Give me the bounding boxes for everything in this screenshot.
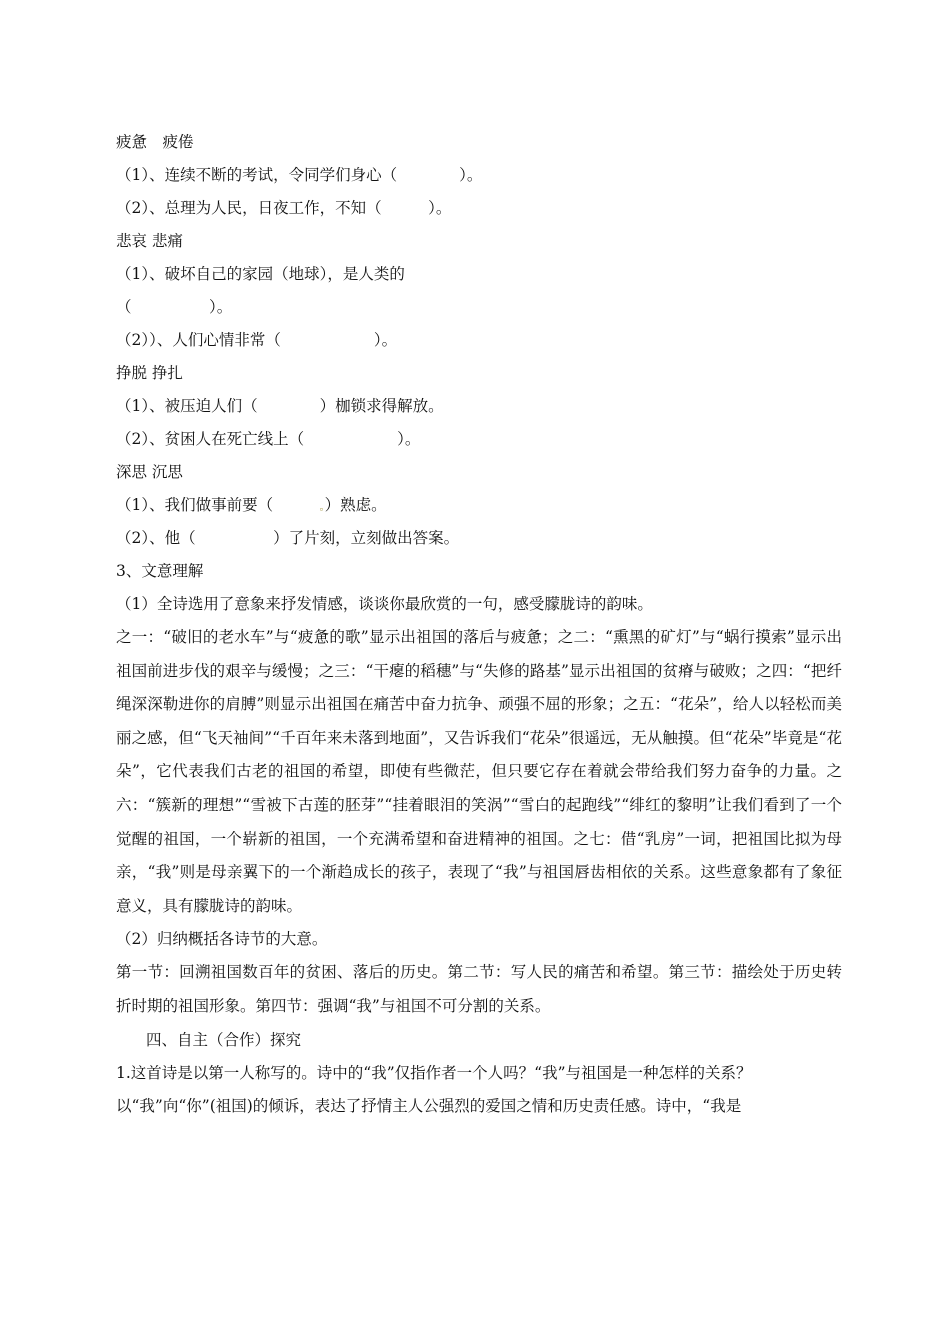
fill-blank-question: （1）、连续不断的考试，令同学们身心（ ）。 (116, 166, 483, 184)
document-body (116, 126, 842, 1123)
question-text: （1）、我们做事前要（ (116, 496, 320, 514)
fill-blank-question: （2））、人们心情非常（ ）。 (116, 331, 398, 349)
fill-blank-question: （2）、他（ ）了片刻，立刻做出答案。 (116, 529, 460, 547)
question: （2）归纳概括各诗节的大意。 (116, 930, 328, 949)
section-heading: 3、文意理解 (116, 562, 204, 580)
answer-paragraph: 第一节：回溯祖国数百年的贫困、落后的历史。第二节：写人民的痛苦和希望。第三节：描绘处于历史转折时期的祖国形象。第四节：强调“我”与祖国不可分割的关系。 (116, 963, 842, 1015)
answer-paragraph: 以“我”向“你”(祖国)的倾诉，表达了抒情主人公强烈的爱国之情和历史责任感。诗中，“我是 (116, 1096, 742, 1115)
answer-paragraph: 之一：“破旧的老水车”与“疲惫的歌”显示出祖国的落后与疲惫；之二：“熏黑的矿灯”与“蜗行摸索”显示出祖国前进步伐的艰辛与缓慢；之三：“干瘪的稻穗”与“失修的路基”显示出祖国的贫瘠与破败；之四：“把纤绳深深勒进你的肩膊”则显示出祖国在痛苦中奋力抗争、顽强不屈的形象；之五：“花朵”，给人以轻松而美丽之感，但“飞天袖间”“千百年来未落到地面”，又告诉我们“花朵”很遥远，无从触摸。但“花朵”毕竟是“花朵”，它代表我们古老的祖国的希望，即使有些微茫，但只要它存在着就会带给我们努力奋争的力量。之六：“簇新的理想”“雪被下古莲的胚芽”“挂着眼泪的笑涡”“雪白的起跑线”“绯红的黎明”让我们看到了一个觉醒的祖国，一个崭新的祖国，一个充满希望和奋进精神的祖国。之七：借“乳房”一词，把祖国比拟为母亲，“我”则是母亲翼下的一个渐趋成长的孩子，表现了“我”与祖国唇齿相依的关系。这些意象都有了象征意义，具有朦胧诗的韵味。 (116, 628, 842, 915)
question-text: ）熟虑。 (324, 496, 387, 514)
fill-blank-question: （1）、破坏自己的家园（地球），是人类的 (116, 265, 405, 283)
fill-blank-question: （2）、总理为人民，日夜工作，不知（ ）。 (116, 199, 452, 217)
word-pair-heading: 悲哀 悲痛 (116, 232, 183, 250)
section-heading: 四、自主（合作）探究 (146, 1030, 302, 1049)
fill-blank-question: （2）、贫困人在死亡线上（ ）。 (116, 430, 421, 448)
fill-blank-question: （1）、被压迫人们（ ）枷锁求得解放。 (116, 397, 444, 415)
stray-mark: 。 (319, 502, 325, 513)
question: 1.这首诗是以第一人称写的。诗中的“我”仅指作者一个人吗？“我”与祖国是一种怎样的关系？ (116, 1063, 752, 1082)
fill-blank-question-continued: （ ）。 (116, 298, 233, 316)
word-pair-heading: 疲惫 疲倦 (116, 133, 194, 151)
word-pair-heading: 挣脱 挣扎 (116, 364, 183, 382)
word-pair-heading: 深思 沉思 (116, 463, 183, 481)
fill-blank-question (116, 489, 842, 522)
question: （1）全诗选用了意象来抒发情感，谈谈你最欣赏的一句，感受朦胧诗的韵味。 (116, 595, 653, 613)
